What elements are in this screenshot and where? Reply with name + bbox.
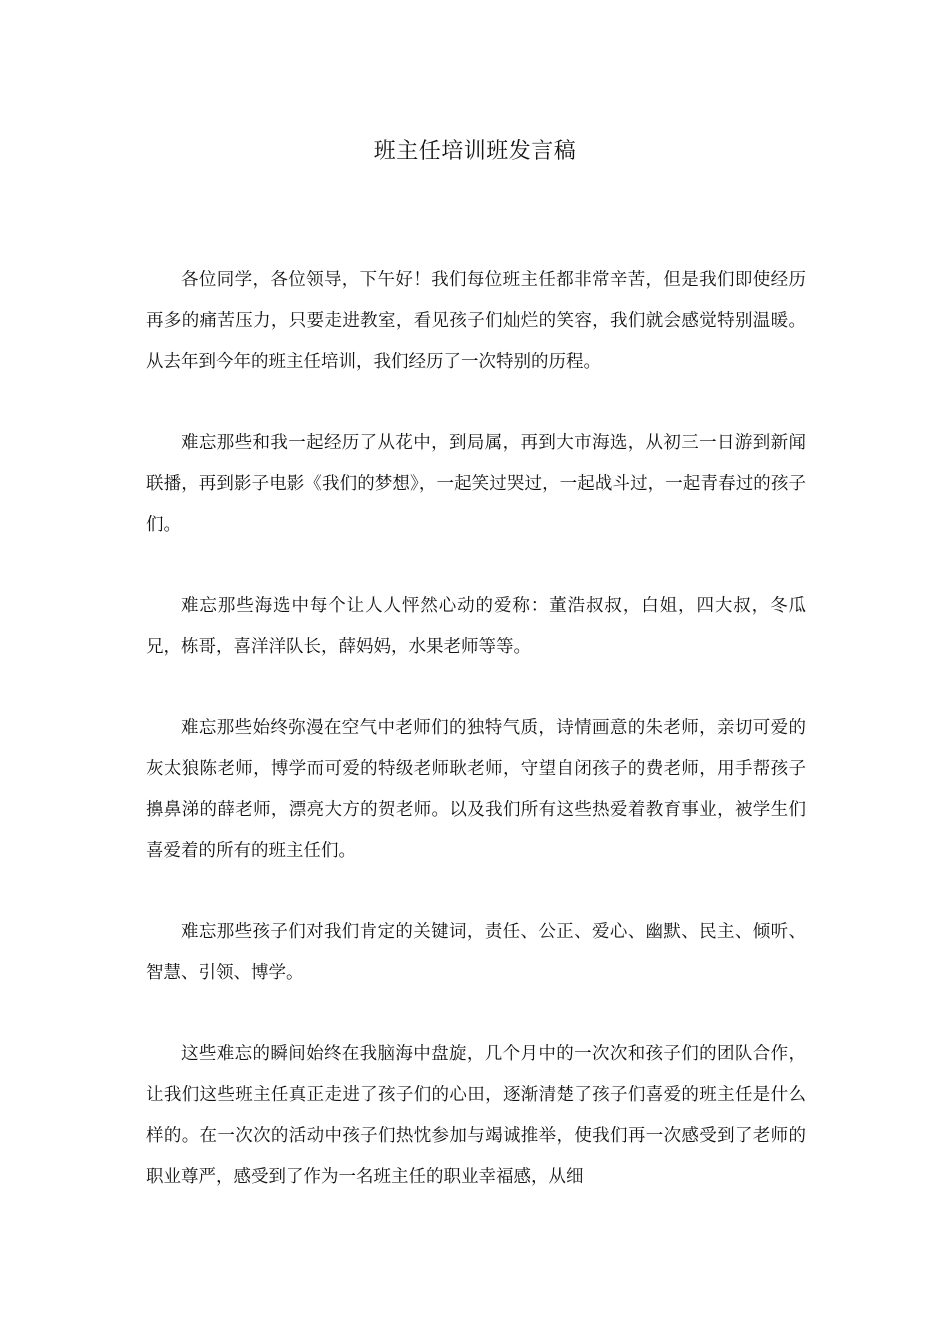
- paragraph-6: 这些难忘的瞬间始终在我脑海中盘旋，几个月中的一次次和孩子们的团队合作，让我们这些班主任真正走进了孩子们的心田，逐渐清楚了孩子们喜爱的班主任是什么样的。在一次次的活动中孩子们热忱参加与竭诚推举，使我们再一次感受到了老师的职业尊严，感受到了作为一名班主任的职业幸福感，从细: [146, 1044, 806, 1187]
- paragraph-1: 各位同学，各位领导，下午好！我们每位班主任都非常辛苦，但是我们即使经历再多的痛苦压力，只要走进教室，看见孩子们灿烂的笑容，我们就会感觉特别温暖。从去年到今年的班主任培训，我们经历了一次特别的历程。: [146, 270, 806, 372]
- paragraph-3: 难忘那些海选中每个让人人怦然心动的爱称：董浩叔叔，白姐，四大叔，冬瓜兄，栋哥，喜洋洋队长，薛妈妈，水果老师等等。: [146, 596, 806, 657]
- paragraph-5: 难忘那些孩子们对我们肯定的关键词，责任、公正、爱心、幽默、民主、倾听、智慧、引领、博学。: [146, 922, 806, 983]
- paragraph-4: 难忘那些始终弥漫在空气中老师们的独特气质，诗情画意的朱老师，亲切可爱的灰太狼陈老师，博学而可爱的特级老师耿老师，守望自闭孩子的费老师，用手帮孩子擤鼻涕的薛老师，漂亮大方的贺老师。以及我们所有这些热爱着教育事业，被学生们喜爱着的所有的班主任们。: [146, 718, 806, 861]
- document-title: 班主任培训班发言稿: [373, 139, 577, 164]
- paragraph-2: 难忘那些和我一起经历了从花中，到局属，再到大市海选，从初三一日游到新闻联播，再到影子电影《我们的梦想》，一起笑过哭过，一起战斗过，一起青春过的孩子们。: [146, 433, 806, 535]
- document-body: [146, 260, 806, 1198]
